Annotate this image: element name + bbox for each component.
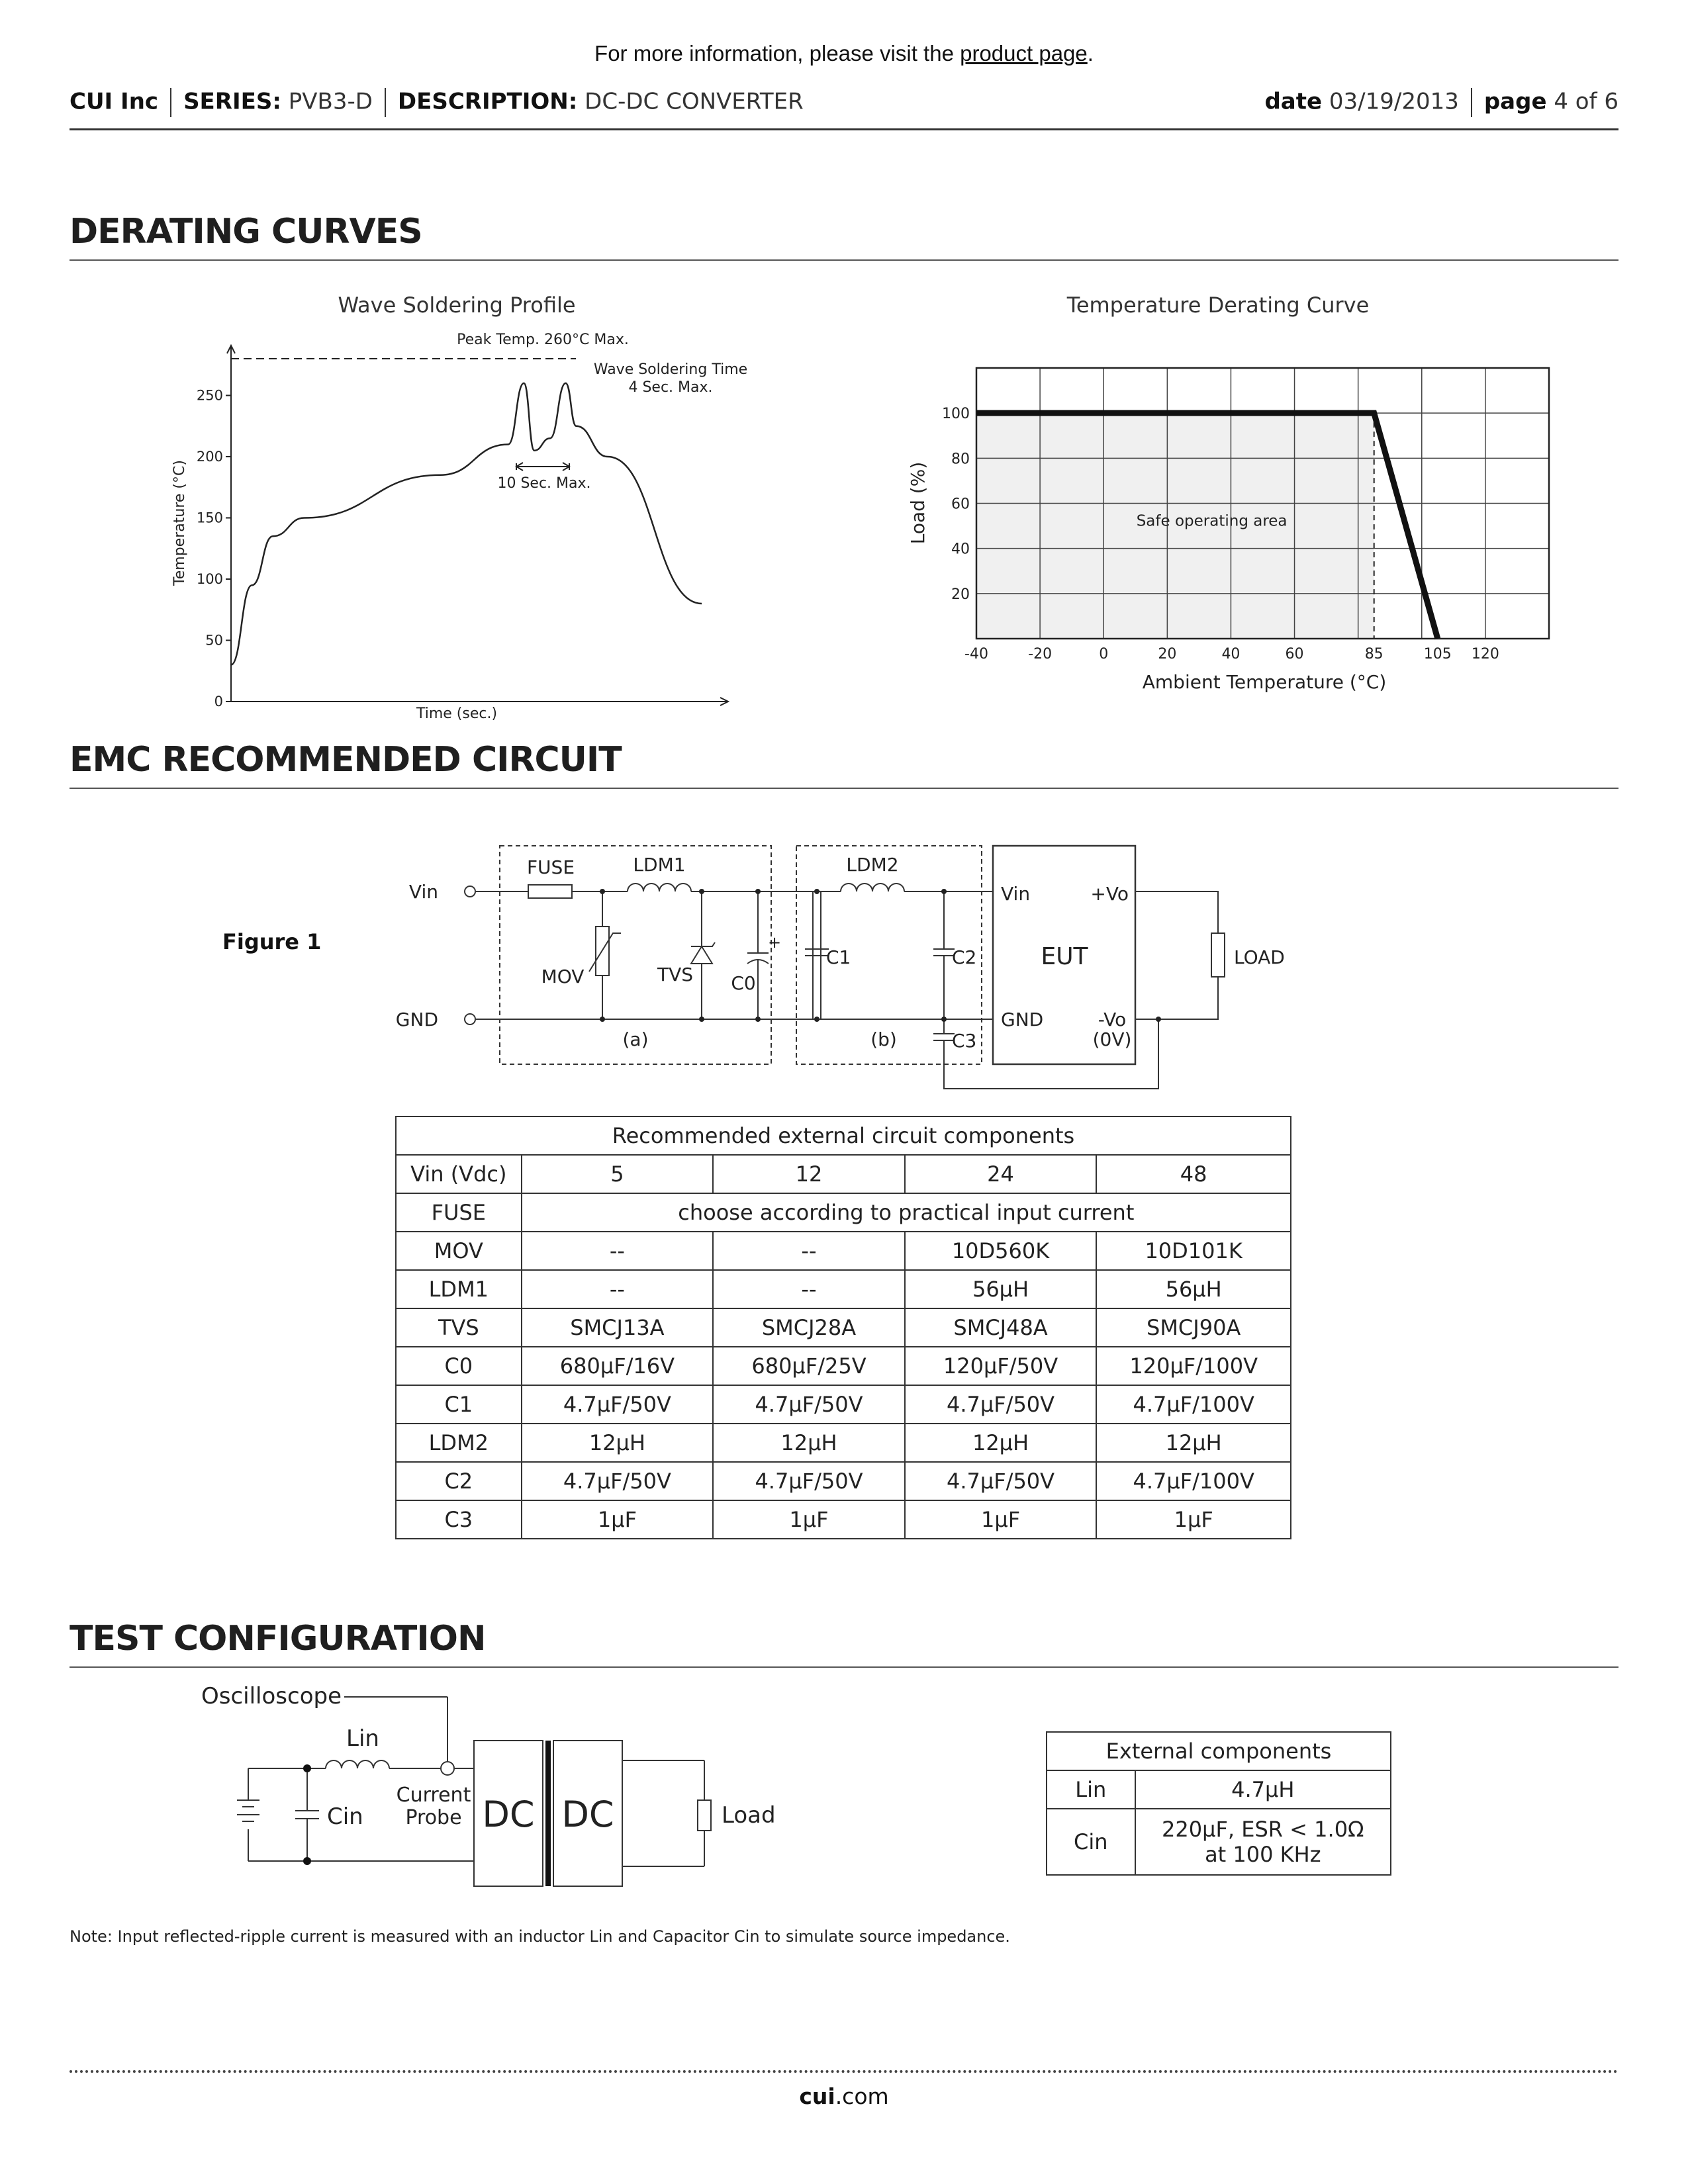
wave-profile-line xyxy=(231,383,702,665)
emc-cell: -- xyxy=(713,1232,905,1270)
derating-x-tick-label: 105 xyxy=(1423,646,1452,662)
emc-components-table xyxy=(395,1116,1291,1539)
emc-table-row xyxy=(396,1385,1291,1424)
emc-cell: 120µF/100V xyxy=(1096,1347,1291,1385)
emc-cell: -- xyxy=(713,1270,905,1308)
emc-row-label: C3 xyxy=(396,1500,522,1539)
emc-row-label: LDM2 xyxy=(396,1424,522,1462)
node-dot-9 xyxy=(814,1017,820,1022)
node-dot-3 xyxy=(755,889,761,894)
wave-y-label: Temperature (°C) xyxy=(171,460,188,586)
emc-cell: 4.7µF/50V xyxy=(905,1462,1097,1500)
derating-y-tick-label: 60 xyxy=(951,496,970,513)
eut-vo-pos-label: +Vo xyxy=(1090,883,1129,905)
node-dot-11 xyxy=(1156,1017,1161,1022)
node-dot-10 xyxy=(941,1017,947,1022)
emc-header-cell: Vin (Vdc) xyxy=(396,1155,522,1193)
derating-x-tick-label: 20 xyxy=(1158,646,1177,662)
dc-label-1: DC xyxy=(482,1794,535,1835)
derating-x-tick-label: 40 xyxy=(1221,646,1241,662)
wave-y-tick-label: 50 xyxy=(205,632,223,649)
eut-zero-label: (0V) xyxy=(1092,1028,1132,1050)
derating-x-tick-label: 120 xyxy=(1471,646,1499,662)
cin-label: Cin xyxy=(327,1803,363,1830)
emc-table-header-row xyxy=(396,1155,1291,1193)
emc-cell: 4.7µF/50V xyxy=(522,1462,714,1500)
product-page-link[interactable]: product page xyxy=(960,41,1088,66)
emc-table-row xyxy=(396,1347,1291,1385)
fuse-symbol xyxy=(528,885,572,898)
transformer-bar xyxy=(545,1741,551,1886)
derating-y-tick-label: 40 xyxy=(951,541,970,558)
footer-link[interactable] xyxy=(0,2083,1688,2109)
wave-10sec-annotation: 10 Sec. Max. xyxy=(497,475,591,492)
emc-cell: 120µF/50V xyxy=(905,1347,1097,1385)
emc-cell: 12µH xyxy=(905,1424,1097,1462)
section-title-emc: EMC RECOMMENDED CIRCUIT xyxy=(70,740,622,780)
gnd-terminal xyxy=(465,1014,475,1024)
gnd-label: GND xyxy=(395,1009,438,1030)
ext-table-title: External components xyxy=(1047,1732,1391,1770)
page-value: 4 of 6 xyxy=(1554,88,1618,115)
series-label: SERIES: xyxy=(183,88,281,115)
emc-row-label: C1 xyxy=(396,1385,522,1424)
emc-cell: 12µH xyxy=(522,1424,714,1462)
wave-peak-annotation: Peak Temp. 260°C Max. xyxy=(457,332,629,348)
ext-table-row xyxy=(1047,1809,1391,1875)
emc-cell: -- xyxy=(522,1270,714,1308)
lin-label: Lin xyxy=(346,1725,379,1752)
emc-cell: -- xyxy=(522,1232,714,1270)
emc-table-row xyxy=(396,1270,1291,1308)
derating-y-tick-label: 80 xyxy=(951,451,970,468)
emc-row-label: FUSE xyxy=(396,1193,522,1232)
footer-domain-bold: cui xyxy=(799,2083,835,2109)
emc-row-label: C0 xyxy=(396,1347,522,1385)
section-title-derating: DERATING CURVES xyxy=(70,212,422,251)
series-value: PVB3-D xyxy=(288,88,373,115)
load-resistor-test xyxy=(698,1800,711,1831)
test-rule xyxy=(70,1666,1618,1668)
info-suffix: . xyxy=(1087,41,1094,66)
footer-rule xyxy=(70,2070,1618,2073)
emc-cell: 12µH xyxy=(713,1424,905,1462)
derating-chart-title: Temperature Derating Curve xyxy=(1066,293,1370,318)
header-left xyxy=(70,88,804,117)
load-resistor xyxy=(1211,933,1225,977)
wave-y-tick-label: 100 xyxy=(196,571,223,587)
ldm1-inductor xyxy=(628,884,691,891)
emc-table-row xyxy=(396,1500,1291,1539)
c1-label: C1 xyxy=(826,946,851,968)
test-node-1 xyxy=(303,1764,311,1772)
emc-cell: 1µF xyxy=(905,1500,1097,1539)
header-rule xyxy=(70,128,1618,130)
eut-gnd-label: GND xyxy=(1001,1009,1044,1030)
page-label: page xyxy=(1483,88,1547,115)
ldm2-label: LDM2 xyxy=(846,854,899,876)
node-dot-4 xyxy=(814,889,820,894)
top-info-line xyxy=(0,41,1688,66)
derating-y-tick-label: 100 xyxy=(942,406,970,423)
tvs-symbol xyxy=(691,946,712,964)
derating-y-label: Load (%) xyxy=(907,461,929,545)
node-dot-1 xyxy=(600,889,605,894)
emc-cell: SMCJ48A xyxy=(905,1308,1097,1347)
emc-cell: 4.7µF/50V xyxy=(522,1385,714,1424)
ldm2-inductor xyxy=(841,884,904,891)
ext-table-row xyxy=(1047,1770,1391,1809)
ext-row-label: Lin xyxy=(1047,1770,1135,1809)
info-prefix: For more information, please visit the xyxy=(594,41,954,66)
date-value: 03/19/2013 xyxy=(1329,88,1459,115)
c0-label: C0 xyxy=(731,972,756,994)
description-label: DESCRIPTION: xyxy=(397,88,578,115)
ext-row-value-line2: at 100 KHz xyxy=(1205,1842,1321,1867)
c3-label: C3 xyxy=(952,1030,977,1052)
tvs-label: TVS xyxy=(657,964,694,985)
temperature-derating-chart xyxy=(894,344,1569,715)
emc-table-row xyxy=(396,1308,1291,1347)
current-probe-label-1: Current xyxy=(396,1784,471,1807)
emc-cell: 680µF/16V xyxy=(522,1347,714,1385)
emc-cell: 56µH xyxy=(1096,1270,1291,1308)
wave-y-tick-label: 250 xyxy=(196,387,223,404)
safe-operating-area-label: Safe operating area xyxy=(1136,512,1288,530)
emc-cell: 1µF xyxy=(1096,1500,1291,1539)
current-probe-symbol xyxy=(441,1762,454,1775)
section-title-test: TEST CONFIGURATION xyxy=(70,1619,486,1659)
company-name: CUI Inc xyxy=(70,88,159,115)
eut-vin-label: Vin xyxy=(1001,883,1031,905)
emc-table-row xyxy=(396,1424,1291,1462)
emc-cell: 1µF xyxy=(713,1500,905,1539)
node-dot-2 xyxy=(699,889,704,894)
emc-table-row xyxy=(396,1232,1291,1270)
date-label: date xyxy=(1264,88,1323,115)
note-text: Note: Input reflected-ripple current is measured with an inductor Lin and Capacitor Cin to simulate source impedance. xyxy=(70,1927,1010,1946)
oscilloscope-label: Oscilloscope xyxy=(201,1683,342,1709)
derating-x-tick-label: -20 xyxy=(1028,646,1053,662)
mov-label: MOV xyxy=(541,966,585,987)
wave-y-tick-label: 0 xyxy=(214,694,223,709)
footer-domain-rest: .com xyxy=(835,2083,889,2109)
derating-x-tick-label: -40 xyxy=(964,646,988,662)
emc-cell: 10D560K xyxy=(905,1232,1097,1270)
ext-row-value-line1: 220µF, ESR < 1.0Ω xyxy=(1162,1817,1364,1842)
emc-cell: 4.7µF/100V xyxy=(1096,1462,1291,1500)
c2-label: C2 xyxy=(952,946,977,968)
derating-rule xyxy=(70,259,1618,261)
emc-header-cell: 5 xyxy=(522,1155,714,1193)
derating-x-label: Ambient Temperature (°C) xyxy=(1142,671,1387,693)
wave-chart-title: Wave Soldering Profile xyxy=(338,293,576,318)
emc-circuit-diagram xyxy=(384,834,1337,1099)
header-right xyxy=(1264,88,1618,117)
wave-soldering-chart xyxy=(152,331,768,741)
emc-table-row xyxy=(396,1462,1291,1500)
emc-row-label: TVS xyxy=(396,1308,522,1347)
wave-x-label: Time (sec.) xyxy=(416,705,498,722)
wave-y-tick-label: 200 xyxy=(196,449,223,465)
figure-1-label: Figure 1 xyxy=(222,929,322,954)
wave-time-annotation-2: 4 Sec. Max. xyxy=(628,379,713,396)
vin-terminal xyxy=(465,886,475,897)
dc-label-2: DC xyxy=(561,1794,614,1835)
vin-label: Vin xyxy=(408,881,438,903)
emc-rule xyxy=(70,788,1618,789)
emc-header-cell: 12 xyxy=(713,1155,905,1193)
c0-plus-label: + xyxy=(767,933,782,952)
emc-cell: SMCJ90A xyxy=(1096,1308,1291,1347)
emc-cell: 10D101K xyxy=(1096,1232,1291,1270)
fuse-label: FUSE xyxy=(526,856,575,878)
description-value: DC-DC CONVERTER xyxy=(585,88,804,115)
emc-row-label: LDM1 xyxy=(396,1270,522,1308)
load-label: LOAD xyxy=(1234,946,1285,968)
emc-header-cell: 48 xyxy=(1096,1155,1291,1193)
current-probe-label-2: Probe xyxy=(405,1806,462,1829)
lin-inductor xyxy=(326,1760,389,1768)
derating-y-tick-label: 20 xyxy=(951,586,970,603)
wave-time-annotation-1: Wave Soldering Time xyxy=(593,361,748,378)
derating-x-tick-label: 85 xyxy=(1364,646,1383,662)
node-dot-7 xyxy=(699,1017,704,1022)
ldm1-label: LDM1 xyxy=(633,854,686,876)
ext-row-label: Cin xyxy=(1047,1809,1135,1875)
derating-x-tick-label: 60 xyxy=(1285,646,1304,662)
emc-cell: 4.7µF/50V xyxy=(713,1385,905,1424)
box-a-label: (a) xyxy=(622,1028,649,1050)
emc-cell: 56µH xyxy=(905,1270,1097,1308)
emc-cell: SMCJ13A xyxy=(522,1308,714,1347)
node-dot-8 xyxy=(755,1017,761,1022)
emc-fuse-note: choose according to practical input current xyxy=(522,1193,1291,1232)
emc-cell: 1µF xyxy=(522,1500,714,1539)
external-components-table xyxy=(1046,1731,1391,1876)
emc-cell: 12µH xyxy=(1096,1424,1291,1462)
load-label-test: Load xyxy=(722,1802,776,1829)
emc-cell: 4.7µF/50V xyxy=(905,1385,1097,1424)
eut-label: EUT xyxy=(1041,943,1088,970)
emc-table-title: Recommended external circuit components xyxy=(396,1116,1291,1155)
emc-cell: 4.7µF/100V xyxy=(1096,1385,1291,1424)
test-configuration-diagram xyxy=(185,1674,821,1899)
wave-y-tick-label: 150 xyxy=(196,510,223,526)
emc-table-row xyxy=(396,1193,1291,1232)
test-node-2 xyxy=(303,1857,311,1865)
derating-x-tick-label: 0 xyxy=(1099,646,1109,662)
node-dot-5 xyxy=(941,889,947,894)
eut-vo-neg-label: -Vo xyxy=(1098,1009,1127,1030)
emc-row-label: MOV xyxy=(396,1232,522,1270)
node-dot-6 xyxy=(600,1017,605,1022)
emc-cell: 4.7µF/50V xyxy=(713,1462,905,1500)
emc-row-label: C2 xyxy=(396,1462,522,1500)
ext-row-value xyxy=(1135,1809,1391,1875)
emc-cell: SMCJ28A xyxy=(713,1308,905,1347)
ext-row-value: 4.7µH xyxy=(1135,1770,1391,1809)
emc-cell: 680µF/25V xyxy=(713,1347,905,1385)
emc-header-cell: 24 xyxy=(905,1155,1097,1193)
box-b-label: (b) xyxy=(870,1028,897,1050)
